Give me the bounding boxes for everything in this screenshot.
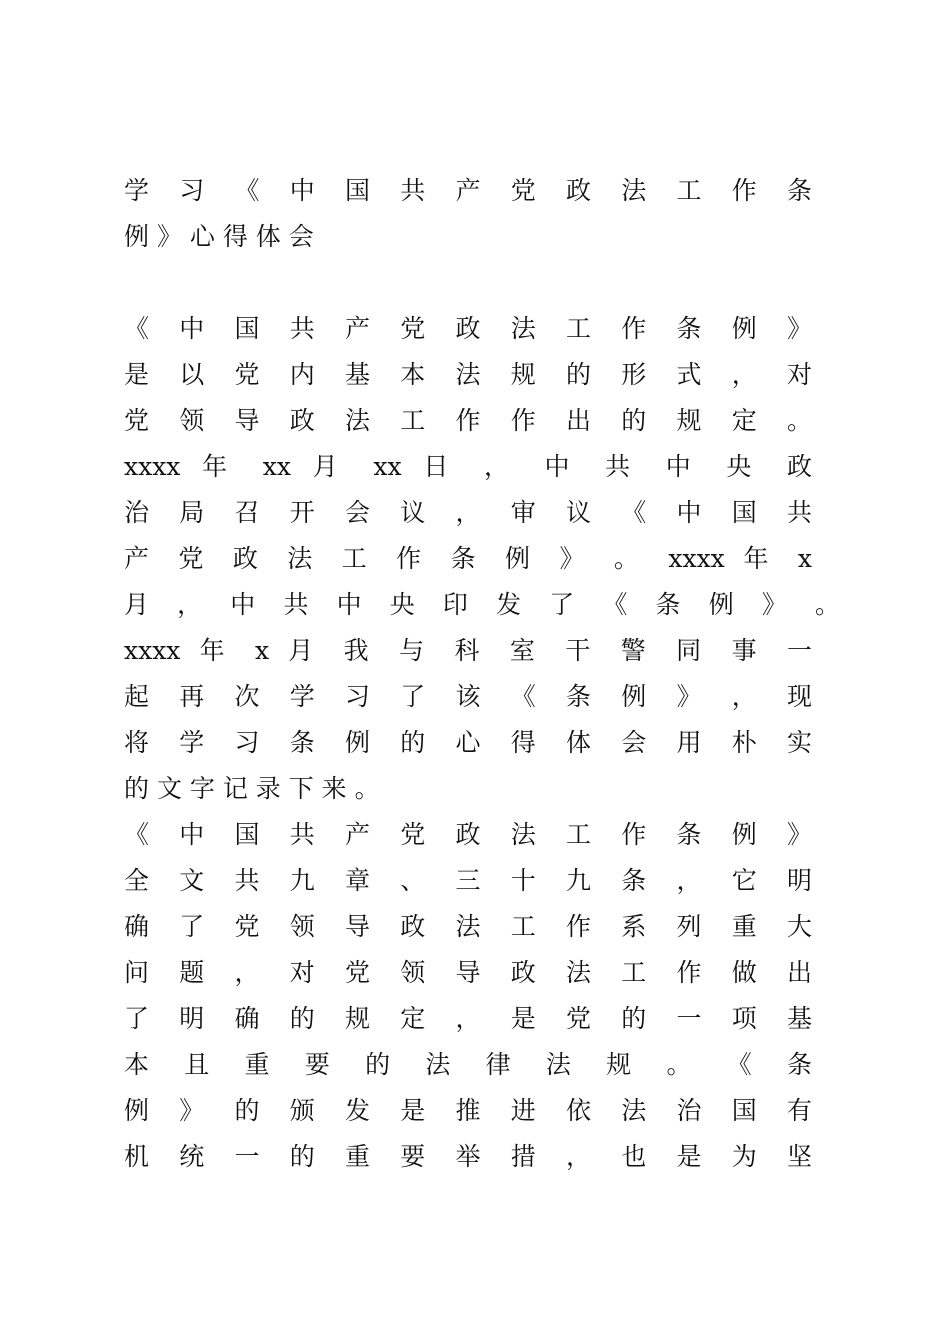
body-line-16: 了 明 确 的 规 定 ， 是 党 的 一 项 基 bbox=[124, 1004, 812, 1033]
body-line-7: 月 ， 中 共 中 央 印 发 了 《 条 例 》 。 bbox=[124, 590, 840, 619]
body-line-14: 确 了 党 领 导 政 法 工 作 系 列 重 大 bbox=[124, 912, 812, 941]
body-line-2: 是 以 党 内 基 本 法 规 的 形 式 ， 对 bbox=[124, 360, 812, 389]
body-line-1: 《 中 国 共 产 党 政 法 工 作 条 例 》 bbox=[124, 314, 812, 343]
body-line-11: 的 文 字 记 录 下 来 。 bbox=[124, 774, 380, 803]
body-line-15: 问 题 ， 对 党 领 导 政 法 工 作 做 出 bbox=[124, 958, 812, 987]
body-line-5: 治 局 召 开 会 议 ， 审 议 《 中 国 共 bbox=[124, 498, 812, 527]
body-line-8: xxxx 年 x 月 我 与 科 室 干 警 同 事 一 bbox=[124, 636, 812, 665]
body-line-19: 机 统 一 的 重 要 举 措 ， 也 是 为 坚 bbox=[124, 1142, 812, 1171]
body-line-6: 产 党 政 法 工 作 条 例 》 。 xxxx 年 x bbox=[124, 544, 812, 573]
body-line-18: 例 》 的 颁 发 是 推 进 依 法 治 国 有 bbox=[124, 1096, 812, 1125]
body-line-13: 全 文 共 九 章 、 三 十 九 条 ， 它 明 bbox=[124, 866, 812, 895]
title-line-1: 学 习 《 中 国 共 产 党 政 法 工 作 条 bbox=[124, 176, 812, 205]
title-line-2: 例 》 心 得 体 会 bbox=[124, 222, 314, 251]
body-line-12: 《 中 国 共 产 党 政 法 工 作 条 例 》 bbox=[124, 820, 812, 849]
body-line-4: xxxx 年 xx 月 xx 日 ， 中 共 中 央 政 bbox=[124, 452, 812, 481]
body-line-3: 党 领 导 政 法 工 作 作 出 的 规 定 。 bbox=[124, 406, 812, 435]
body-line-10: 将 学 习 条 例 的 心 得 体 会 用 朴 实 bbox=[124, 728, 812, 757]
body-line-9: 起 再 次 学 习 了 该 《 条 例 》 ， 现 bbox=[124, 682, 812, 711]
body-line-17: 本 且 重 要 的 法 律 法 规 。 《 条 bbox=[124, 1050, 812, 1079]
